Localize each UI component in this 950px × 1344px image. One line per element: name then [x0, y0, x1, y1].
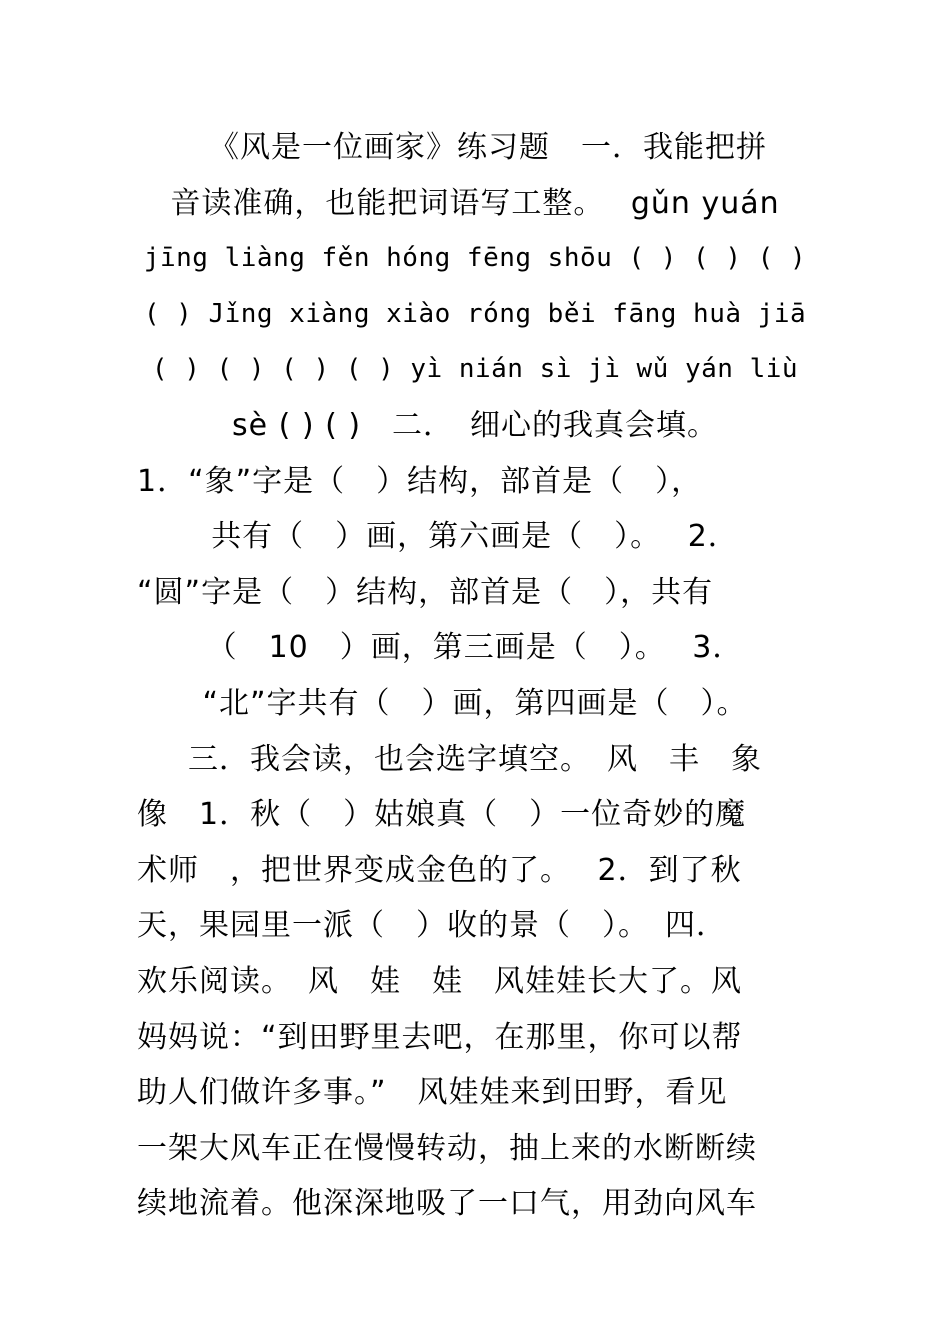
line-text: 1．“象”字是（ ）结构，部首是（ ），	[137, 463, 703, 499]
text-line	[137, 287, 813, 343]
document-body	[137, 120, 813, 1232]
line-text: （ 10 ）画，第三画是（ ）。 3．	[206, 630, 744, 666]
text-line	[137, 454, 813, 510]
line-text: 音读准确，也能把词语写工整。 gǔn yuán	[170, 185, 780, 221]
pinyin-line: ( ) ( ) ( ) ( ) yì nián sì jì wǔ yán liù	[151, 354, 799, 385]
line-text: “北”字共有（ ）画，第四画是（ ）。	[202, 685, 748, 721]
text-line	[137, 954, 813, 1010]
text-line	[137, 620, 813, 676]
pinyin-line: jīng liàng fěn hóng fēng shōu ( ) ( ) ( )	[143, 243, 807, 274]
text-line	[137, 509, 813, 565]
text-line	[137, 787, 813, 843]
text-line	[137, 1065, 813, 1121]
text-line	[137, 898, 813, 954]
line-text: 三．我会读，也会选字填空。 风 丰 象	[188, 741, 762, 777]
line-text: 《风是一位画家》练习题 一．我能把拼	[209, 130, 767, 165]
text-line	[137, 398, 813, 454]
text-line	[137, 1121, 813, 1177]
text-line	[137, 1176, 813, 1232]
line-text: 共有（ ）画，第六画是（ ）。 2．	[211, 519, 739, 555]
line-text: 助人们做许多事。” 风娃娃来到田野，看见	[137, 1075, 728, 1111]
line-text: 天，果园里一派（ ）收的景（ ）。 四．	[137, 908, 727, 944]
text-line	[137, 1010, 813, 1066]
line-text: “圆”字是（ ）结构，部首是（ ），共有	[137, 574, 714, 610]
text-line	[137, 342, 813, 398]
line-text: 像 1．秋（ ）姑娘真（ ）一位奇妙的魔	[137, 797, 747, 833]
text-line	[137, 120, 813, 176]
line-text: 妈妈说：“到田野里去吧，在那里，你可以帮	[137, 1019, 743, 1055]
line-text: 一架大风车正在慢慢转动，抽上来的水断断续	[137, 1130, 757, 1166]
pinyin-line: ( ) Jǐng xiàng xiào róng běi fāng huà jiā	[143, 298, 807, 329]
line-text: 续地流着。他深深地吸了一口气，用劲向风车	[137, 1186, 757, 1222]
text-line	[137, 843, 813, 899]
line-text: 欢乐阅读。 风 娃 娃 风娃娃长大了。风	[137, 963, 742, 999]
text-line	[137, 176, 813, 232]
text-line	[137, 565, 813, 621]
line-text: sè ( ) ( ) 二． 细心的我真会填。	[231, 407, 719, 443]
text-line	[137, 732, 813, 788]
line-text: 术师 ，把世界变成金色的了。 2．到了秋	[137, 852, 742, 888]
text-line	[137, 676, 813, 732]
text-line	[137, 231, 813, 287]
